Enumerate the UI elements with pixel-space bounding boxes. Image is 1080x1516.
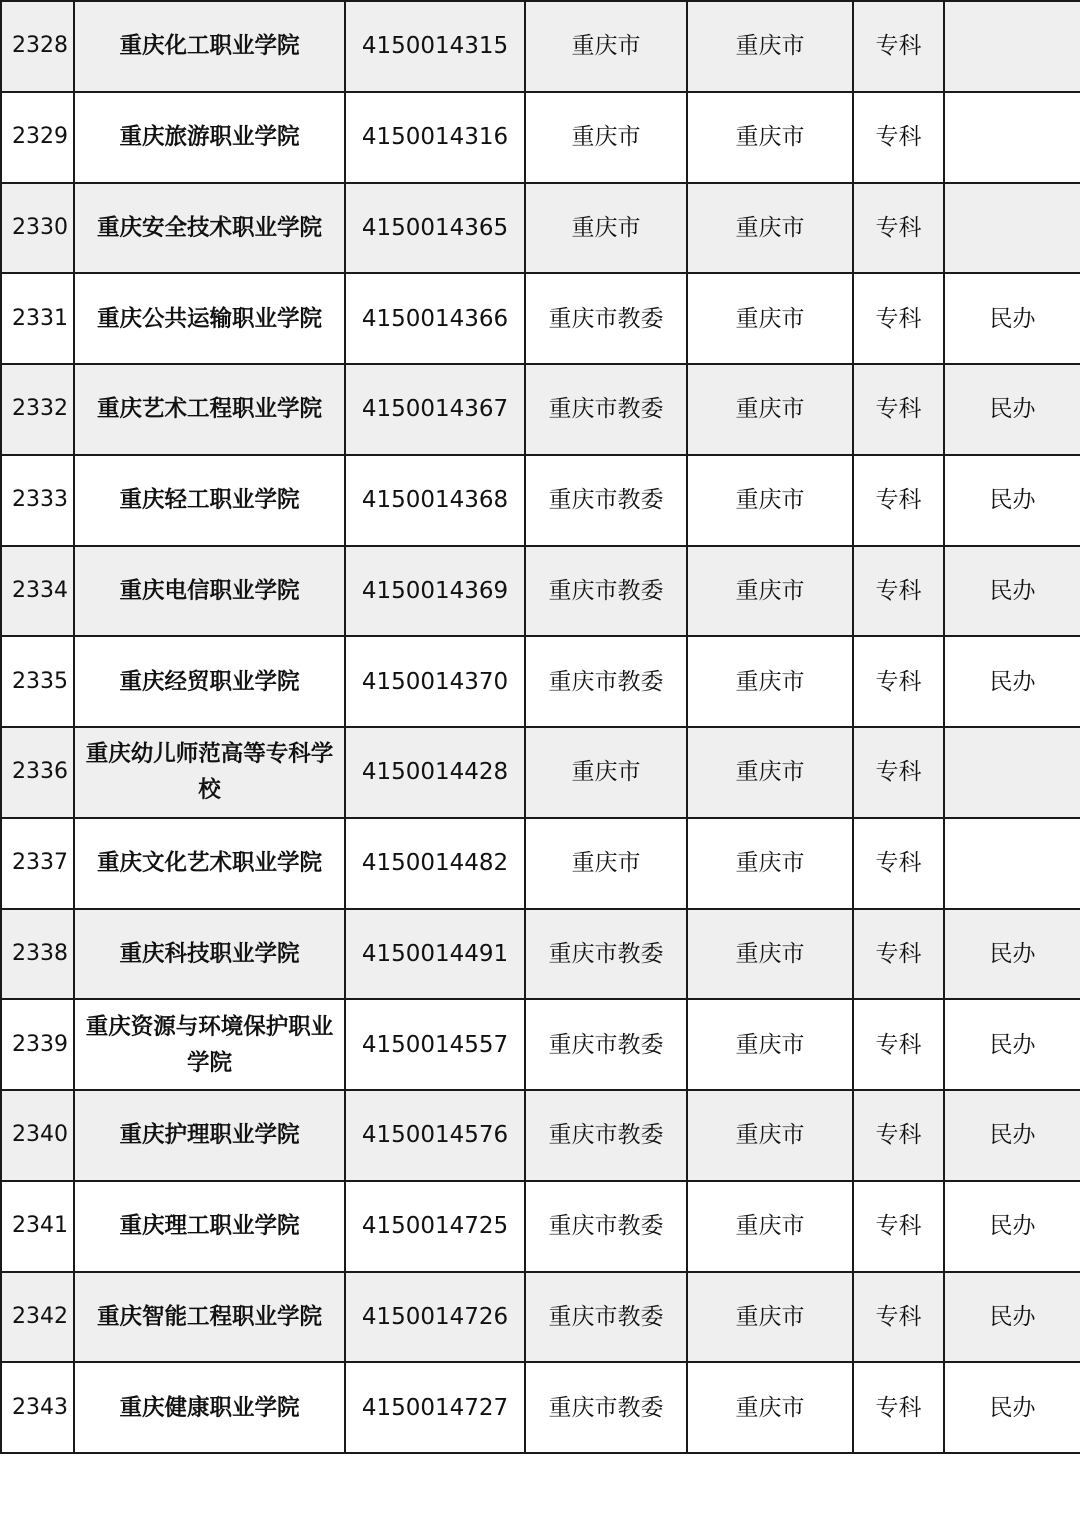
- college-name: 重庆安全技术职业学院: [74, 183, 345, 274]
- row-sequence-number: 2335: [1, 636, 74, 727]
- table-row: [1, 1272, 1080, 1363]
- table-row: [1, 636, 1080, 727]
- row-sequence-number: 2333: [1, 455, 74, 546]
- location: 重庆市: [687, 546, 853, 637]
- college-code: 4150014727: [345, 1362, 525, 1453]
- college-code: 4150014428: [345, 727, 525, 818]
- authority: 重庆市教委: [525, 1362, 687, 1453]
- note: [944, 1, 1080, 92]
- college-code: 4150014725: [345, 1181, 525, 1272]
- college-name: 重庆护理职业学院: [74, 1090, 345, 1181]
- row-sequence-number: 2336: [1, 727, 74, 818]
- note: 民办: [944, 909, 1080, 1000]
- college-table-body: [1, 1, 1080, 1453]
- table-row: [1, 1362, 1080, 1453]
- authority: 重庆市教委: [525, 909, 687, 1000]
- education-level: 专科: [853, 455, 944, 546]
- college-code: 4150014557: [345, 999, 525, 1090]
- table-row: [1, 546, 1080, 637]
- row-sequence-number: 2341: [1, 1181, 74, 1272]
- row-sequence-number: 2338: [1, 909, 74, 1000]
- education-level: 专科: [853, 727, 944, 818]
- college-code: 4150014482: [345, 818, 525, 909]
- note: [944, 727, 1080, 818]
- authority: 重庆市: [525, 1, 687, 92]
- education-level: 专科: [853, 909, 944, 1000]
- college-code: 4150014370: [345, 636, 525, 727]
- authority: 重庆市教委: [525, 636, 687, 727]
- education-level: 专科: [853, 546, 944, 637]
- note: [944, 92, 1080, 183]
- location: 重庆市: [687, 183, 853, 274]
- college-name: 重庆智能工程职业学院: [74, 1272, 345, 1363]
- row-sequence-number: 2332: [1, 364, 74, 455]
- education-level: 专科: [853, 364, 944, 455]
- education-level: 专科: [853, 636, 944, 727]
- note: 民办: [944, 364, 1080, 455]
- college-name: 重庆科技职业学院: [74, 909, 345, 1000]
- table-row: [1, 818, 1080, 909]
- authority: 重庆市: [525, 183, 687, 274]
- row-sequence-number: 2329: [1, 92, 74, 183]
- college-name: 重庆资源与环境保护职业学院: [74, 999, 345, 1090]
- location: 重庆市: [687, 1, 853, 92]
- table-row: [1, 1181, 1080, 1272]
- college-code: 4150014366: [345, 273, 525, 364]
- row-sequence-number: 2334: [1, 546, 74, 637]
- table-row: [1, 999, 1080, 1090]
- note: 民办: [944, 1181, 1080, 1272]
- location: 重庆市: [687, 1362, 853, 1453]
- note: 民办: [944, 546, 1080, 637]
- education-level: 专科: [853, 818, 944, 909]
- education-level: 专科: [853, 273, 944, 364]
- table-row: [1, 1090, 1080, 1181]
- college-name: 重庆理工职业学院: [74, 1181, 345, 1272]
- education-level: 专科: [853, 1272, 944, 1363]
- authority: 重庆市教委: [525, 1090, 687, 1181]
- note: 民办: [944, 1362, 1080, 1453]
- table-row: [1, 727, 1080, 818]
- authority: 重庆市教委: [525, 546, 687, 637]
- location: 重庆市: [687, 727, 853, 818]
- authority: 重庆市教委: [525, 999, 687, 1090]
- college-name: 重庆健康职业学院: [74, 1362, 345, 1453]
- table-row: [1, 273, 1080, 364]
- education-level: 专科: [853, 999, 944, 1090]
- college-name: 重庆轻工职业学院: [74, 455, 345, 546]
- location: 重庆市: [687, 1090, 853, 1181]
- location: 重庆市: [687, 818, 853, 909]
- authority: 重庆市教委: [525, 1181, 687, 1272]
- note: 民办: [944, 1090, 1080, 1181]
- note: [944, 818, 1080, 909]
- row-sequence-number: 2328: [1, 1, 74, 92]
- college-code: 4150014367: [345, 364, 525, 455]
- college-code: 4150014368: [345, 455, 525, 546]
- table-row: [1, 183, 1080, 274]
- location: 重庆市: [687, 999, 853, 1090]
- note: [944, 183, 1080, 274]
- authority: 重庆市: [525, 727, 687, 818]
- education-level: 专科: [853, 1362, 944, 1453]
- education-level: 专科: [853, 1, 944, 92]
- authority: 重庆市: [525, 818, 687, 909]
- note: 民办: [944, 636, 1080, 727]
- note: 民办: [944, 455, 1080, 546]
- row-sequence-number: 2340: [1, 1090, 74, 1181]
- college-name: 重庆旅游职业学院: [74, 92, 345, 183]
- row-sequence-number: 2343: [1, 1362, 74, 1453]
- location: 重庆市: [687, 455, 853, 546]
- location: 重庆市: [687, 273, 853, 364]
- table-row: [1, 92, 1080, 183]
- college-name: 重庆文化艺术职业学院: [74, 818, 345, 909]
- college-code: 4150014576: [345, 1090, 525, 1181]
- college-code: 4150014369: [345, 546, 525, 637]
- authority: 重庆市教委: [525, 364, 687, 455]
- college-name: 重庆经贸职业学院: [74, 636, 345, 727]
- college-name: 重庆化工职业学院: [74, 1, 345, 92]
- row-sequence-number: 2339: [1, 999, 74, 1090]
- note: 民办: [944, 999, 1080, 1090]
- location: 重庆市: [687, 1181, 853, 1272]
- location: 重庆市: [687, 909, 853, 1000]
- location: 重庆市: [687, 364, 853, 455]
- location: 重庆市: [687, 92, 853, 183]
- education-level: 专科: [853, 183, 944, 274]
- authority: 重庆市教委: [525, 273, 687, 364]
- note: 民办: [944, 1272, 1080, 1363]
- table-row: [1, 909, 1080, 1000]
- college-code: 4150014365: [345, 183, 525, 274]
- authority: 重庆市: [525, 92, 687, 183]
- college-code: 4150014316: [345, 92, 525, 183]
- row-sequence-number: 2330: [1, 183, 74, 274]
- college-code: 4150014491: [345, 909, 525, 1000]
- table-row: [1, 455, 1080, 546]
- college-name: 重庆电信职业学院: [74, 546, 345, 637]
- college-name: 重庆幼儿师范高等专科学校: [74, 727, 345, 818]
- row-sequence-number: 2342: [1, 1272, 74, 1363]
- education-level: 专科: [853, 1090, 944, 1181]
- table-row: [1, 1, 1080, 92]
- note: 民办: [944, 273, 1080, 364]
- education-level: 专科: [853, 92, 944, 183]
- college-name: 重庆公共运输职业学院: [74, 273, 345, 364]
- row-sequence-number: 2331: [1, 273, 74, 364]
- college-code: 4150014315: [345, 1, 525, 92]
- college-name: 重庆艺术工程职业学院: [74, 364, 345, 455]
- table-row: [1, 364, 1080, 455]
- location: 重庆市: [687, 1272, 853, 1363]
- authority: 重庆市教委: [525, 455, 687, 546]
- location: 重庆市: [687, 636, 853, 727]
- authority: 重庆市教委: [525, 1272, 687, 1363]
- college-code: 4150014726: [345, 1272, 525, 1363]
- row-sequence-number: 2337: [1, 818, 74, 909]
- education-level: 专科: [853, 1181, 944, 1272]
